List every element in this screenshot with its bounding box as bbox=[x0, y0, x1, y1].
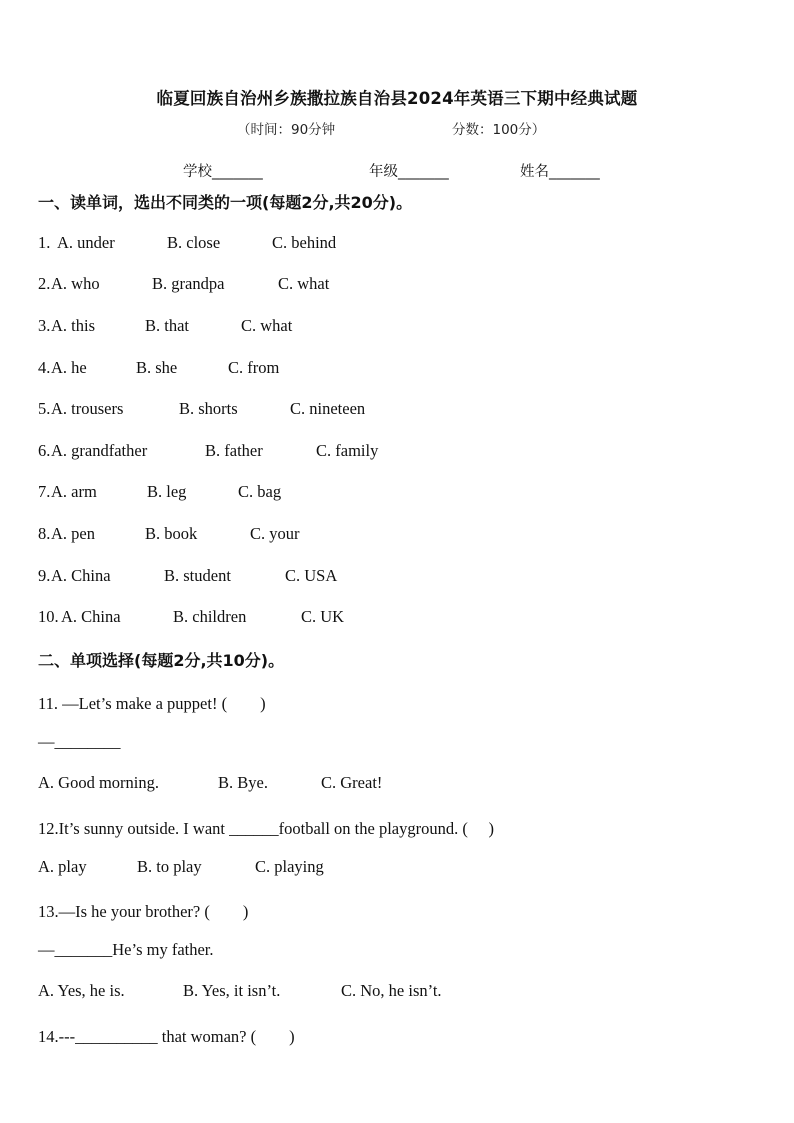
option-b: B. Yes, it isn’t. bbox=[183, 981, 281, 1000]
option-c: C. No, he isn’t. bbox=[341, 981, 442, 1000]
question-stem: 14.---__________ that woman? ( ) bbox=[38, 1027, 295, 1046]
question-stem: 11. —Let’s make a puppet! ( ) bbox=[38, 694, 266, 713]
section1-heading: 一、读单词，选出不同类的一项(每题2分,共20分)。 bbox=[38, 193, 413, 212]
exam-score: 分数：100分） bbox=[452, 122, 546, 138]
option-c: C. USA bbox=[285, 566, 338, 585]
option-a: A. trousers bbox=[51, 399, 124, 418]
option-c: C. nineteen bbox=[290, 399, 366, 418]
answer-blank: —_______He’s my father. bbox=[38, 940, 214, 959]
option-c: C. your bbox=[250, 524, 300, 543]
option-b: B. student bbox=[164, 566, 231, 585]
option-c: C. bag bbox=[238, 482, 282, 501]
question-stem: 13.—Is he your brother? ( ) bbox=[38, 902, 249, 921]
name-field: 姓名_______ bbox=[520, 164, 600, 180]
option-b: B. Bye. bbox=[218, 773, 268, 792]
option-b: B. father bbox=[205, 441, 263, 460]
question-number: 7. bbox=[38, 482, 51, 501]
option-b: B. that bbox=[145, 316, 189, 335]
option-a: A. Yes, he is. bbox=[38, 981, 125, 1000]
option-a: A. under bbox=[57, 233, 115, 252]
option-a: A. he bbox=[51, 358, 87, 377]
option-a: A. pen bbox=[51, 524, 95, 543]
option-a: A. play bbox=[38, 857, 87, 876]
question-number: 9. bbox=[38, 566, 51, 585]
question-stem: 12.It’s sunny outside. I want ______football on the playground. ( ) bbox=[38, 819, 494, 838]
section2-heading: 二、单项选择(每题2分,共10分)。 bbox=[38, 651, 285, 670]
option-c: C. from bbox=[228, 358, 280, 377]
question-number: 8. bbox=[38, 524, 51, 543]
option-c: C. what bbox=[241, 316, 293, 335]
question-number: 1. bbox=[38, 233, 51, 252]
option-c: C. what bbox=[278, 274, 330, 293]
option-b: B. shorts bbox=[179, 399, 238, 418]
page-title: 临夏回族自治州乡族撒拉族自治县2024年英语三下期中经典试题 bbox=[156, 89, 638, 108]
option-a: A. this bbox=[51, 316, 96, 335]
question-number: 4. bbox=[38, 358, 51, 377]
option-b: B. to play bbox=[137, 857, 202, 876]
school-field: 学校_______ bbox=[183, 164, 263, 180]
grade-field: 年级_______ bbox=[369, 164, 449, 180]
option-b: B. children bbox=[173, 607, 247, 626]
option-b: B. close bbox=[167, 233, 221, 252]
question-number: 2. bbox=[38, 274, 51, 293]
question-number: 3. bbox=[38, 316, 51, 335]
option-a: A. grandfather bbox=[51, 441, 148, 460]
answer-blank: —________ bbox=[38, 732, 121, 751]
question-number: 5. bbox=[38, 399, 51, 418]
exam-time: （时间：90分钟 bbox=[237, 122, 336, 138]
option-b: B. book bbox=[145, 524, 198, 543]
question-number: 10. bbox=[38, 607, 59, 626]
option-c: C. family bbox=[316, 441, 379, 460]
option-c: C. UK bbox=[301, 607, 345, 626]
option-c: C. Great! bbox=[321, 773, 383, 792]
option-b: B. grandpa bbox=[152, 274, 225, 293]
option-a: A. Good morning. bbox=[38, 773, 159, 792]
option-c: C. playing bbox=[255, 857, 324, 876]
option-a: A. who bbox=[51, 274, 100, 293]
option-a: A. arm bbox=[51, 482, 97, 501]
option-a: A. China bbox=[51, 566, 111, 585]
option-b: B. she bbox=[136, 358, 178, 377]
option-c: C. behind bbox=[272, 233, 337, 252]
question-number: 6. bbox=[38, 441, 51, 460]
option-a: A. China bbox=[61, 607, 121, 626]
option-b: B. leg bbox=[147, 482, 187, 501]
